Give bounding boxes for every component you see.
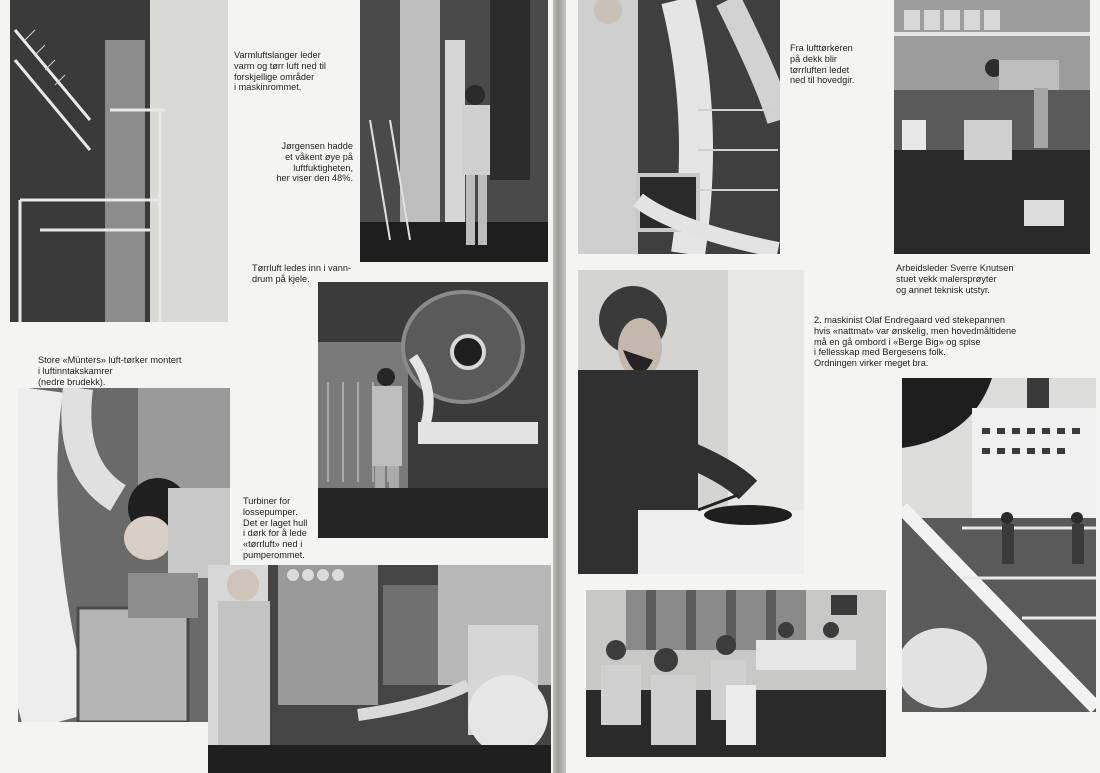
photo-boiler-drum [318, 282, 548, 538]
caption-turbiner: Turbiner for lossepumper. Det er laget hull i dørk for å lede «tørrluft» ned i pumperommet. [243, 496, 308, 560]
caption-munters: Store «Münters» luft-tørker montert i luftinntakskamrer (nedre brudekk). [38, 355, 182, 387]
stairs-icon [10, 0, 228, 322]
boiler-icon [318, 282, 548, 538]
right-page [566, 0, 1100, 773]
hose-icon [578, 0, 780, 254]
photo-mess-hall [586, 590, 886, 757]
photo-ship-gangway [902, 378, 1096, 712]
caption-maskinist: 2. maskinist Olaf Endregaard ved stekepannen hvis «nattmat» var ønskelig, men hovedmåltidene må en gå ombord i «Berge Big» og spise i fellesskap med Bergesens folk. Ordningen virker meget bra. [814, 315, 1017, 369]
photo-humidity-check [360, 0, 548, 262]
photo-air-dryer [18, 388, 230, 722]
caption-arbeidsleder: Arbeidsleder Sverre Knutsen stuet vekk malersprøyter og annet teknisk utstyr. [896, 263, 1014, 295]
turbine-icon [208, 565, 551, 773]
caption-varmluft: Varmluftslanger leder varm og tørr luft ned til forskjellige områder i maskinrommet. [234, 50, 326, 93]
person-icon [894, 0, 1090, 254]
photo-engine-room-overview [10, 0, 228, 322]
photo-storage-room [894, 0, 1090, 254]
caption-lufttorkeren: Fra lufttørkeren på dekk blir tørrluften ledet ned til hovedgir. [790, 43, 855, 86]
hose-icon [18, 388, 230, 722]
photo-pump-turbines [208, 565, 551, 773]
caption-jorgensen: Jørgensen hadde et våkent øye på luftfuktigheten, her viser den 48%. [276, 141, 353, 184]
photo-frying-pan [578, 270, 804, 574]
page-gutter [553, 0, 566, 773]
person-icon [360, 0, 548, 262]
person-icon [578, 270, 804, 574]
table-icon [586, 590, 886, 757]
photo-dryer-on-deck [578, 0, 780, 254]
caption-torrluft: Tørrluft ledes inn i vann- drum på kjele. [252, 263, 352, 284]
ship-icon [902, 378, 1096, 712]
